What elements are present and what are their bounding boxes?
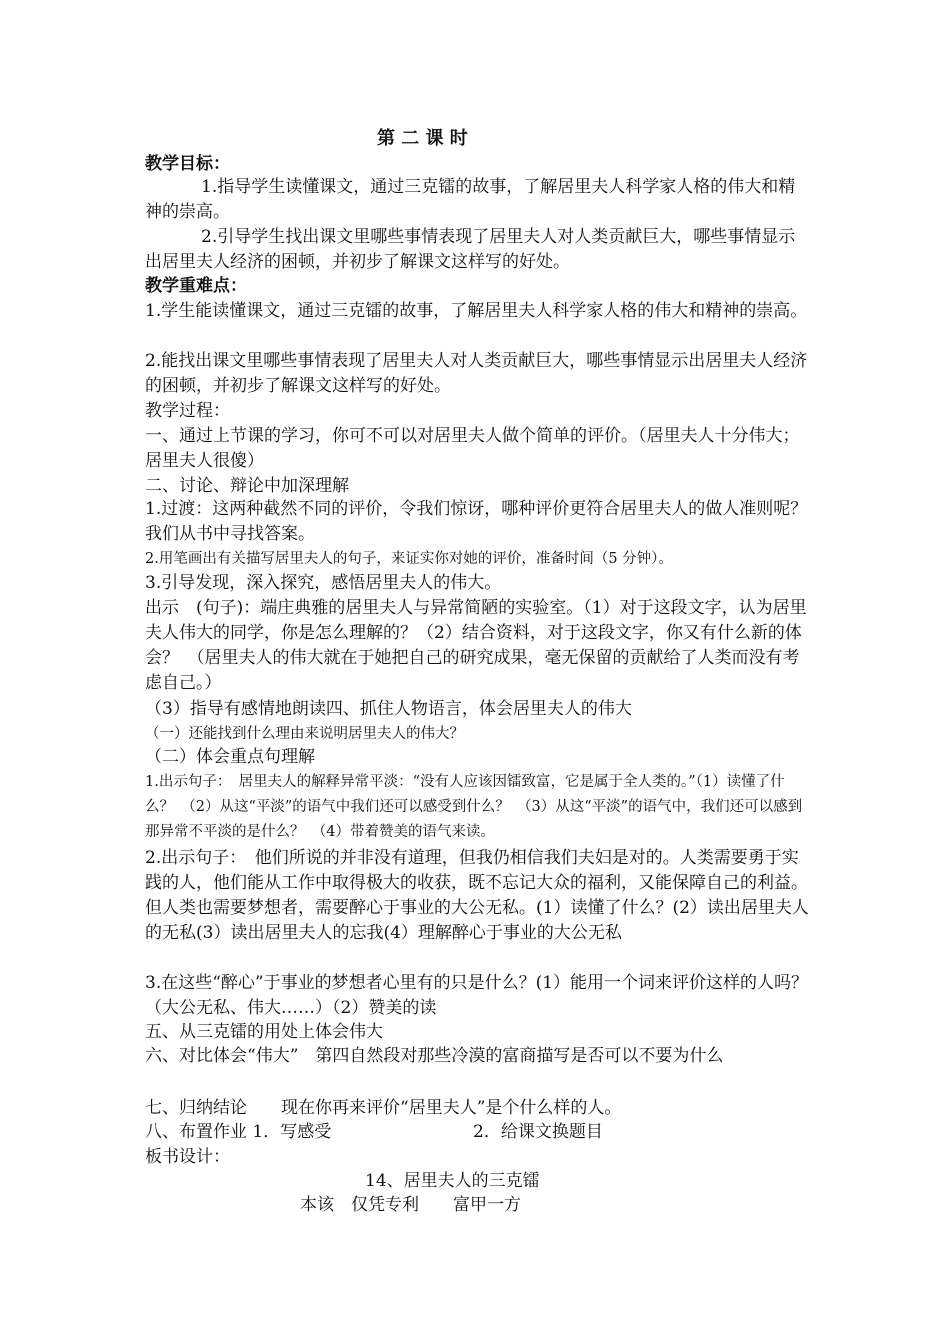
key-point: 2.能找出课文里哪些事情表现了居里夫人对人类贡献巨大，哪些事情显示出居里夫人经济的困顿，并初步了解课文这样写的好处。: [145, 351, 808, 396]
process-paragraph: 1.过渡：这两种截然不同的评价，令我们惊讶，哪种评价更符合居里夫人的做人准则呢？我们从书中寻找答案。: [145, 499, 808, 544]
process-paragraph: 出示 (句子)：端庄典雅的居里夫人与异常简陋的实验室。（1）对于这段文字，认为居里夫人伟大的同学，你是怎么理解的？（2）结合资料，对于这段文字，你又有什么新的体会？ （居里夫人的伟大就在于她把自己的研究成果，毫无保留的贡献给了人类而没有考虑自己。）: [145, 598, 807, 693]
process-paragraph: 五、从三克镭的用处上体会伟大: [145, 1022, 383, 1042]
process-paragraph: 3.引导发现，深入探究，感悟居里夫人的伟大。: [145, 573, 502, 593]
goal-item: 1.指导学生读懂课文，通过三克镭的故事，了解居里夫人科学家人格的伟大和精神的崇高。: [145, 177, 796, 222]
homework-item: 八、布置作业 1．写感受: [145, 1122, 332, 1142]
process-paragraph: 2.出示句子： 他们所说的并非没有道理，但我仍相信我们夫妇是对的。人类需要勇于实践的人，他们能从工作中取得极大的收获，既不忘记大众的福利，又能保障自己的利益。但人类也需要梦想者，需要醉心于事业的大公无私。(1）读懂了什么？(2）读出居里夫人的无私(3）读出居里夫人的忘我(4）理解醉心于事业的大公无私: [145, 848, 809, 943]
process-paragraph: 2.用笔画出有关描写居里夫人的句子，来证实你对她的评价，准备时间（5 分钟）。: [145, 551, 673, 567]
process-paragraph: 一、通过上节课的学习，你可不可以对居里夫人做个简单的评价。（居里夫人十分伟大；居里夫人很傻）: [145, 426, 800, 471]
process-paragraph: 二、讨论、辩论中加深理解: [145, 476, 349, 496]
process-paragraph: 3.在这些“醉心”于事业的梦想者心里有的只是什么？(1）能用一个词来评价这样的人吗？（大公无私、伟大……）（2）赞美的读: [145, 973, 809, 1018]
board-line: 本该 仅凭专利 富甲一方: [300, 1195, 521, 1215]
process-paragraph: 六、对比体会“伟大” 第四自然段对那些冷漠的富商描写是否可以不要为什么: [145, 1046, 724, 1066]
process-paragraph: 1.出示句子： 居里夫人的解释异常平淡：“没有人应该因镭致富，它是属于全人类的。”（1）读懂了什么？ （2）从这“平淡”的语气中我们还可以感受到什么？ （3）从这“平淡”的语气中，我们还可以感到那异常不平淡的是什么？ （4）带着赞美的语气来读。: [145, 774, 803, 840]
board-heading: 板书设计：: [145, 1147, 230, 1167]
key-point: 1.学生能读懂课文，通过三克镭的故事，了解居里夫人科学家人格的伟大和精神的崇高。: [145, 301, 808, 321]
goals-heading: 教学目标：: [145, 154, 230, 174]
lesson-title: 第 二 课 时: [377, 128, 468, 149]
process-paragraph: 七、归纳结论 现在你再来评价“居里夫人”是个什么样的人。: [145, 1098, 622, 1118]
board-title: 14、居里夫人的三克镭: [365, 1171, 540, 1191]
goal-item: 2.引导学生找出课文里哪些事情表现了居里夫人对人类贡献巨大，哪些事情显示出居里夫人经济的困顿，并初步了解课文这样写的好处。: [145, 227, 796, 272]
homework-item: 2．给课文换题目: [473, 1122, 603, 1142]
process-paragraph: （二）体会重点句理解: [145, 747, 315, 767]
key-heading: 教学重难点：: [145, 276, 247, 296]
process-paragraph: （一）还能找到什么理由来说明居里夫人的伟大？: [145, 726, 464, 742]
process-paragraph: （3）指导有感情地朗读四、抓住人物语言，体会居里夫人的伟大: [145, 699, 632, 719]
process-heading: 教学过程：: [145, 401, 230, 421]
